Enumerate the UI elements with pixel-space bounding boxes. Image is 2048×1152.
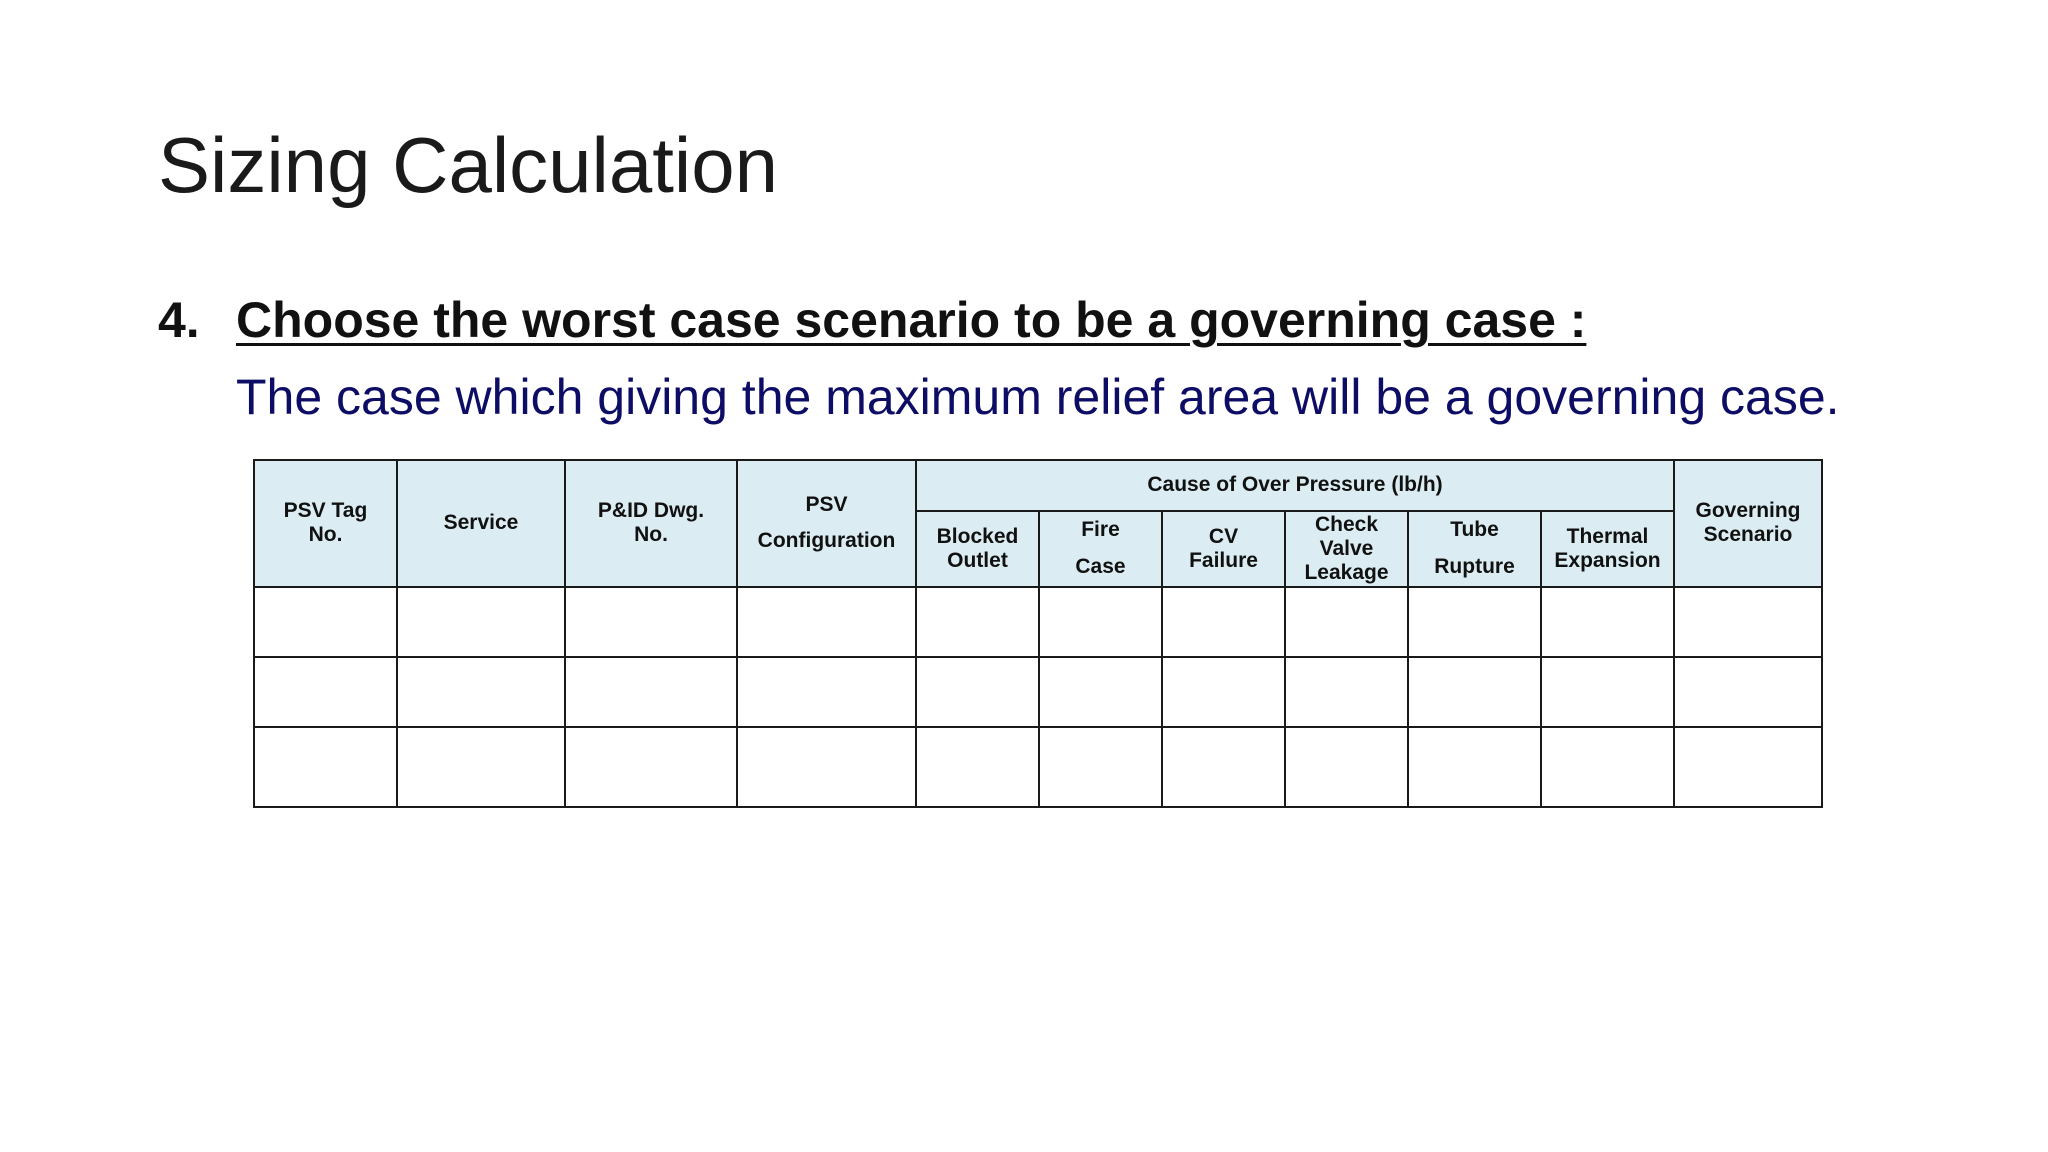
header-thermal-line2: Expansion xyxy=(1554,548,1661,572)
header-check-line3: Leakage xyxy=(1304,560,1389,584)
header-fire-case xyxy=(1039,511,1162,587)
header-pid-line2: No. xyxy=(634,523,668,547)
table-cell xyxy=(565,657,737,727)
header-cv-line1: CV xyxy=(1208,524,1239,548)
step-heading: Choose the worst case scenario to be a governing case : xyxy=(236,292,1587,348)
table-row xyxy=(254,587,1822,657)
table-cell xyxy=(1541,587,1674,657)
header-tube-rupture xyxy=(1408,511,1541,587)
header-tube-line2: Rupture xyxy=(1434,554,1515,578)
table-cell xyxy=(397,587,565,657)
table-cell xyxy=(1285,727,1408,807)
header-tube-line1: Tube xyxy=(1450,518,1499,541)
table-cell xyxy=(254,657,397,727)
header-governing-line2: Scenario xyxy=(1703,523,1793,547)
psv-sizing-table xyxy=(253,459,1823,808)
header-psv-config-line1: PSV xyxy=(805,492,848,516)
table-cell xyxy=(916,727,1039,807)
header-thermal-expansion xyxy=(1541,511,1674,587)
header-psv-config-line2: Configuration xyxy=(757,529,896,553)
step-description: The case which giving the maximum relief area will be a governing case. xyxy=(236,369,1840,425)
table-cell xyxy=(397,657,565,727)
table-cell xyxy=(1541,727,1674,807)
table-cell xyxy=(397,727,565,807)
table-cell xyxy=(1541,657,1674,727)
table-cell xyxy=(1039,657,1162,727)
table-row xyxy=(254,657,1822,727)
header-governing-scenario xyxy=(1674,460,1822,587)
header-psv-tag-line1: PSV Tag xyxy=(283,499,368,523)
table-cell xyxy=(916,587,1039,657)
table-cell xyxy=(1162,587,1285,657)
table-cell xyxy=(1408,657,1541,727)
table-cell xyxy=(254,587,397,657)
table-cell xyxy=(1408,587,1541,657)
header-fire-line1: Fire xyxy=(1081,518,1120,541)
table-cell xyxy=(1039,727,1162,807)
table-cell xyxy=(1674,587,1822,657)
header-governing-line1: Governing xyxy=(1695,499,1801,523)
table-cell xyxy=(737,657,916,727)
table-cell xyxy=(1162,727,1285,807)
table-cell xyxy=(1285,657,1408,727)
header-blocked-outlet xyxy=(916,511,1039,587)
header-cv-failure xyxy=(1162,511,1285,587)
table-cell xyxy=(1674,657,1822,727)
slide-title: Sizing Calculation xyxy=(158,121,779,209)
table-cell xyxy=(1285,587,1408,657)
header-thermal-line1: Thermal xyxy=(1566,524,1649,548)
table-row xyxy=(254,727,1822,807)
table-cell xyxy=(565,727,737,807)
header-psv-configuration xyxy=(737,460,916,587)
table-cell xyxy=(254,727,397,807)
header-pid-dwg-no xyxy=(565,460,737,587)
header-pid-line1: P&ID Dwg. xyxy=(597,499,705,523)
table-cell xyxy=(1039,587,1162,657)
header-fire-line2: Case xyxy=(1075,554,1126,578)
header-check-line1: Check xyxy=(1314,512,1379,536)
header-blocked-line1: Blocked xyxy=(936,524,1019,548)
header-check-line2: Valve xyxy=(1319,536,1374,560)
header-check-valve-leakage xyxy=(1285,511,1408,587)
header-service-label: Service xyxy=(443,511,519,535)
table-cell xyxy=(916,657,1039,727)
table-cell xyxy=(565,587,737,657)
header-service xyxy=(397,460,565,587)
table-cell xyxy=(1162,657,1285,727)
table-cell xyxy=(1408,727,1541,807)
header-cause-of-over-pressure xyxy=(916,460,1674,511)
header-cv-line2: Failure xyxy=(1189,548,1258,572)
header-cause-label: Cause of Over Pressure (lb/h) xyxy=(1147,473,1443,497)
header-psv-tag-line2: No. xyxy=(308,523,343,547)
table-cell xyxy=(737,587,916,657)
step-number: 4. xyxy=(158,292,200,348)
table-cell xyxy=(737,727,916,807)
table-cell xyxy=(1674,727,1822,807)
header-psv-tag-no xyxy=(254,460,397,587)
header-blocked-line2: Outlet xyxy=(947,548,1008,572)
